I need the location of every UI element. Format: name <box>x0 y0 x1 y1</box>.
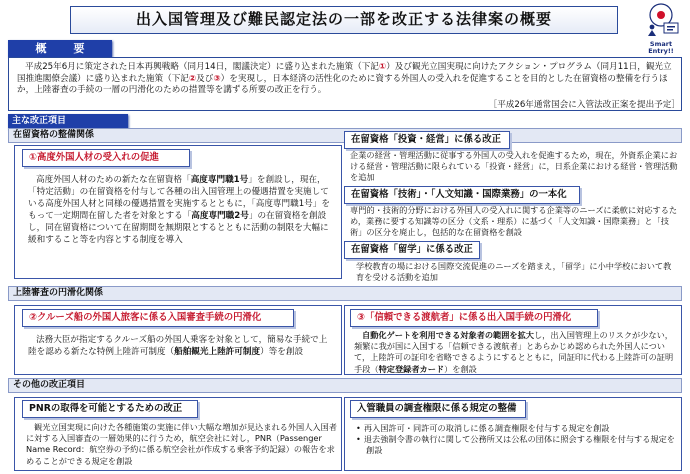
overview-text-1: 平成25年6月に策定された日本再興戦略（同月14日，閣議決定）に盛り込まれた施策（下記 <box>25 62 379 72</box>
landing-section-header: 上陸審査の円滑化関係 <box>8 286 682 301</box>
investor-title: 在留資格「投資・経営」に係る改正 <box>344 131 510 149</box>
pnr-title: PNRの取得を可能とするための改正 <box>22 400 198 418</box>
investigation-bullet-1: • 再入国許可・同許可の取消しに係る調査権限を付与する規定を創設 <box>356 423 678 434</box>
engineer-body: 専門的・技術的分野における外国人の受入れに関する企業等のニーズに柔軟に対応するため，業務に要する知識等の区分（文系・理系）に基づく「人文知識・国際業務」と「技術」の区分を廃止し，包括的な在留資格を創設 <box>350 205 678 238</box>
main-items-tab: 主な改正項目 <box>8 114 128 129</box>
overview-note: ［平成26年通常国会に入管法改正案を提出予定］ <box>488 100 680 110</box>
cruise-body-c: ）等を創設 <box>260 347 304 357</box>
overview-text-4: ）を実現し，日本経済の活性化のために資する外国人の受入れを促進することを目的とした在留資格の整備を行うほか，上陸審査の手続の一層の円滑化のための措置等を講ずる所要の改正を行う。 <box>17 73 668 96</box>
overview-mark-1: ① <box>378 62 387 72</box>
cruise-body <box>28 334 334 358</box>
hs-body-b: 高度専門職1号 <box>190 175 249 185</box>
trusted-traveler-title <box>350 309 598 327</box>
trusted-body-b: し，出入国管理上のリスクが少ない，頻繁に我が国に入国する「信頼できる渡航者」とあらかじめ認められた外国人について，上陸許可の証印を省略できるようにするとともに，同証印に代わる上陸許可の証明手段（ <box>354 330 674 374</box>
student-body: 学校教育の場における国際交流促進のニーズを踏まえ，「留学」に小中学校において教育を受ける活動を追加 <box>356 261 672 283</box>
overview-mark-3: ③ <box>213 73 221 84</box>
trusted-body-a: 自動化ゲートを利用できる対象者の範囲を拡大 <box>362 330 534 340</box>
mark-3: ③ <box>357 312 365 323</box>
logo-text-entry: Entry!! <box>648 47 674 55</box>
engineer-title: 在留資格「技術」・「人文知識・国際業務」の一本化 <box>344 186 580 204</box>
overview-text-3: 及び <box>196 73 214 84</box>
investigation-title: 入管職員の調査権限に係る規定の整備 <box>350 400 526 418</box>
residence-section-header: 在留資格の整備関係 <box>8 128 682 143</box>
hs-body-d: 高度専門職2号 <box>191 211 249 221</box>
overview-mark-2: ② <box>188 73 197 84</box>
hs-body-e: 」の在留資格を創設し，同在留資格について在留期間を無期限とするとともに活動の制限を大幅に緩和すること等を内容とする制度を導入 <box>28 211 329 245</box>
page-title <box>70 6 618 34</box>
investigation-bullet-2: • 退去強制令書の執行に関して公務所又は公私の団体に照会する権限を付与する規定を創設 <box>356 434 678 456</box>
investor-body: 企業の経営・管理活動に従事する外国人の受入れを促進するため，現在，外資系企業における経営・管理活動に限られている「投資・経営」に，日系企業における経営・管理活動を追加 <box>350 150 678 183</box>
investigation-body <box>356 423 678 457</box>
overview-text-2: ）及び観光立国実現に向けたアクション・プログラム（同月11日，観光立国推進閣僚会議）に盛り込まれた施策（下記 <box>17 62 672 84</box>
overview-label: 概 要 <box>8 40 112 57</box>
mark-1: ① <box>29 152 37 163</box>
logo-text-smart: Smart <box>649 40 673 48</box>
highly-skilled-body <box>28 174 334 246</box>
cruise-title-text: クルーズ船の外国人旅客に係る入国審査手続の円滑化 <box>36 312 262 323</box>
trusted-body-c: 特定登録者カード <box>378 363 445 374</box>
smart-entry-logo <box>638 3 684 55</box>
student-title: 在留資格「留学」に係る改正 <box>344 241 480 259</box>
hs-body-c: 」を創設し，現在，「特定活動」の在留資格を付与して各種の出入国管理上の優遇措置を実施している高度外国人材と同様の優遇措置を実施するとともに，「高度専門職1号」をもって一定期間在留した者を対象とする「 <box>28 175 330 221</box>
trusted-body-d: ）を創設 <box>444 363 477 374</box>
highly-skilled-title-text: 高度外国人材の受入れの促進 <box>36 152 159 163</box>
other-section-header: その他の改正項目 <box>8 378 682 393</box>
trusted-traveler-title-text: 「信頼できる渡航者」に係る出入国手続の円滑化 <box>364 312 572 323</box>
highly-skilled-title <box>22 149 190 167</box>
flag-person-icon <box>638 3 684 37</box>
cruise-body-a: 法務大臣が指定するクルーズ船の外国人乗客を対象として，簡易な手続で上陸を認める新たな特例上陸許可制度（ <box>28 335 328 357</box>
cruise-body-b: 船舶観光上陸許可制度 <box>174 347 261 357</box>
pnr-body: 観光立国実現に向けた各種施策の実施に伴い大幅な増加が見込まれる外国人入国者に対する入国審査の一層効果的に行うため，航空会社に対し，PNR（Passenger Name Record：航空券の予約に係る航空会社が作成する乗客予約記録）の報告を求めることができる規定を創設 <box>26 422 337 466</box>
page-title-text: 出入国管理及び難民認定法の一部を改正する法律案の概要 <box>135 10 552 28</box>
mark-2: ② <box>29 312 37 323</box>
cruise-title <box>22 309 294 327</box>
hs-body-a: 高度外国人材のための新たな在留資格「 <box>36 175 191 185</box>
trusted-traveler-body <box>354 330 680 375</box>
